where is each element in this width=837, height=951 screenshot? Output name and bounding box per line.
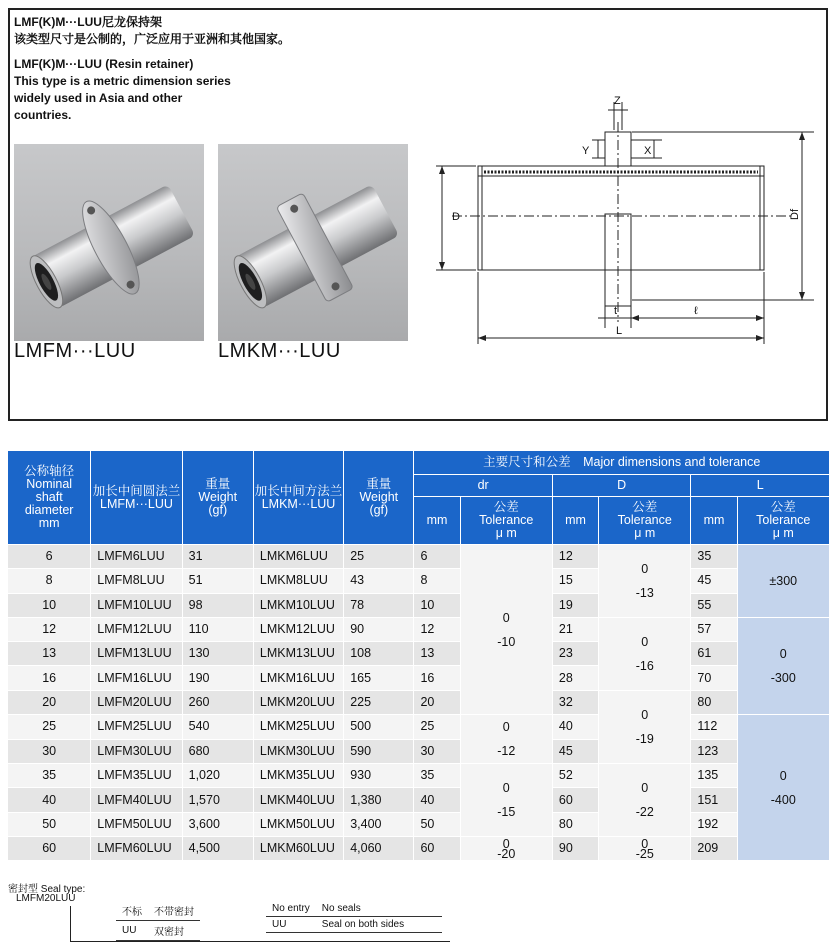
cell-lmfm: LMFM10LUU — [91, 593, 182, 617]
label-X: X — [644, 145, 652, 157]
cell-weight-lmkm: 590 — [344, 739, 414, 764]
cell-weight-lmkm: 4,060 — [344, 836, 414, 860]
label-D: D — [452, 211, 460, 223]
cell-D: 12 — [552, 545, 598, 569]
cell-weight-lmkm: 500 — [344, 715, 414, 740]
cell-weight-lmfm: 190 — [182, 666, 253, 690]
header-shaft: 公称轴径 Nominal shaft diameter mm — [8, 451, 91, 545]
cell-lmfm: LMFM60LUU — [91, 836, 182, 860]
seal-bracket-vertical — [70, 906, 71, 942]
label-L: L — [616, 325, 623, 337]
cell-weight-lmfm: 680 — [182, 739, 253, 764]
label-Df: Df — [789, 209, 801, 220]
cell-L: 151 — [691, 788, 737, 812]
cell-weight-lmkm: 165 — [344, 666, 414, 690]
table-row — [8, 617, 830, 641]
cell-weight-lmkm: 225 — [344, 690, 414, 714]
intro-desc-en-2: widely used in Asia and other — [14, 91, 183, 105]
cell-lmkm: LMKM60LUU — [253, 836, 343, 860]
tol-dr-group-2: 0 -12 — [460, 715, 552, 764]
cell-lmfm: LMFM35LUU — [91, 764, 182, 788]
seal-cn-desc: 不带密封 — [148, 901, 200, 921]
seal-en-code: No entry — [266, 901, 316, 917]
cell-dr: 35 — [414, 764, 460, 788]
cell-shaft: 10 — [8, 593, 91, 617]
cell-lmkm: LMKM30LUU — [253, 739, 343, 764]
cell-lmfm: LMFM30LUU — [91, 739, 182, 764]
tol-L-group-2: 0 -300 — [737, 617, 829, 714]
cell-shaft: 6 — [8, 545, 91, 569]
cell-L: 112 — [691, 715, 737, 740]
cell-dr: 13 — [414, 642, 460, 666]
cell-lmfm: LMFM40LUU — [91, 788, 182, 812]
cell-weight-lmkm: 25 — [344, 545, 414, 569]
intro-desc-en-3: countries. — [14, 108, 72, 122]
cell-weight-lmkm: 1,380 — [344, 788, 414, 812]
tol-dr-group-4: 0 -20 — [460, 836, 552, 860]
tol-D-group-2: 0 -16 — [599, 617, 691, 690]
tol-D-group-1: 0 -13 — [599, 545, 691, 618]
intro-desc-en-1: This type is a metric dimension series — [14, 74, 231, 88]
lmkm-product-photo — [218, 144, 408, 341]
tol-L-group-3: 0 -400 — [737, 715, 829, 861]
cell-D: 19 — [552, 593, 598, 617]
lmkm-caption: LMKM···LUU — [218, 340, 341, 362]
cell-D: 45 — [552, 739, 598, 764]
cell-L: 55 — [691, 593, 737, 617]
tol-L-group-1: ±300 — [737, 545, 829, 618]
cell-D: 90 — [552, 836, 598, 860]
header-dr-mm: mm — [414, 497, 460, 545]
table-row — [8, 593, 830, 617]
seal-table-cn — [116, 901, 200, 941]
table-row — [8, 569, 830, 593]
table-row — [8, 739, 830, 764]
cell-weight-lmfm: 540 — [182, 715, 253, 740]
seal-bracket-horizontal — [70, 941, 450, 942]
cell-shaft: 13 — [8, 642, 91, 666]
cell-D: 21 — [552, 617, 598, 641]
cell-weight-lmkm: 78 — [344, 593, 414, 617]
header-L-mm: mm — [691, 497, 737, 545]
cell-lmkm: LMKM10LUU — [253, 593, 343, 617]
cell-lmkm: LMKM12LUU — [253, 617, 343, 641]
cell-L: 123 — [691, 739, 737, 764]
cell-weight-lmkm: 43 — [344, 569, 414, 593]
table-row — [8, 690, 830, 714]
cell-D: 40 — [552, 715, 598, 740]
cell-lmfm: LMFM8LUU — [91, 569, 182, 593]
cell-dr: 60 — [414, 836, 460, 860]
cell-weight-lmkm: 90 — [344, 617, 414, 641]
header-dr: dr — [414, 475, 552, 497]
cell-weight-lmfm: 1,020 — [182, 764, 253, 788]
cell-L: 192 — [691, 812, 737, 836]
cell-shaft: 8 — [8, 569, 91, 593]
cell-lmkm: LMKM35LUU — [253, 764, 343, 788]
seal-part-example: LMFM20LUU — [16, 893, 76, 904]
table-row — [8, 666, 830, 690]
cell-lmfm: LMFM16LUU — [91, 666, 182, 690]
cell-weight-lmkm: 930 — [344, 764, 414, 788]
tol-dr-group-1: 0 -10 — [460, 545, 552, 715]
header-dr-tolerance: 公差 Tolerance μ m — [460, 497, 552, 545]
cell-L: 35 — [691, 545, 737, 569]
cell-weight-lmfm: 51 — [182, 569, 253, 593]
cell-lmkm: LMKM50LUU — [253, 812, 343, 836]
cell-shaft: 40 — [8, 788, 91, 812]
table-row — [8, 715, 830, 740]
cell-shaft: 16 — [8, 666, 91, 690]
cell-weight-lmfm: 1,570 — [182, 788, 253, 812]
cell-L: 45 — [691, 569, 737, 593]
cell-shaft: 60 — [8, 836, 91, 860]
header-weight-lmkm: 重量 Weight (gf) — [344, 451, 414, 545]
cell-dr: 16 — [414, 666, 460, 690]
header-L: L — [691, 475, 830, 497]
cell-lmkm: LMKM8LUU — [253, 569, 343, 593]
cell-lmkm: LMKM6LUU — [253, 545, 343, 569]
tol-D-group-5: 0 -25 — [599, 836, 691, 860]
cell-lmfm: LMFM20LUU — [91, 690, 182, 714]
cell-dr: 6 — [414, 545, 460, 569]
cell-lmkm: LMKM25LUU — [253, 715, 343, 740]
cell-weight-lmfm: 110 — [182, 617, 253, 641]
header-L-tolerance: 公差 Tolerance μ m — [737, 497, 829, 545]
cell-D: 28 — [552, 666, 598, 690]
cell-L: 61 — [691, 642, 737, 666]
header-weight-lmfm: 重量 Weight (gf) — [182, 451, 253, 545]
cell-lmkm: LMKM16LUU — [253, 666, 343, 690]
cell-lmfm: LMFM6LUU — [91, 545, 182, 569]
cell-D: 60 — [552, 788, 598, 812]
tol-D-group-3: 0 -19 — [599, 690, 691, 763]
seal-title: 密封型 Seal type: — [8, 884, 86, 895]
cell-dr: 30 — [414, 739, 460, 764]
cell-D: 23 — [552, 642, 598, 666]
cell-weight-lmfm: 130 — [182, 642, 253, 666]
lmfm-caption: LMFM···LUU — [14, 340, 136, 362]
cell-weight-lmfm: 4,500 — [182, 836, 253, 860]
cell-shaft: 12 — [8, 617, 91, 641]
cell-dr: 12 — [414, 617, 460, 641]
cell-lmkm: LMKM13LUU — [253, 642, 343, 666]
cell-weight-lmkm: 3,400 — [344, 812, 414, 836]
intro-title-cn: LMF(K)M···LUU尼龙保持架 — [14, 15, 162, 29]
cell-dr: 8 — [414, 569, 460, 593]
cell-D: 52 — [552, 764, 598, 788]
table-row — [8, 812, 830, 836]
cell-weight-lmfm: 98 — [182, 593, 253, 617]
cell-dr: 20 — [414, 690, 460, 714]
table-row — [8, 764, 830, 788]
header-lmkm: 加长中间方法兰 LMKM···LUU — [253, 451, 343, 545]
seal-cn-desc: 双密封 — [148, 921, 200, 941]
seal-en-desc: No seals — [316, 901, 442, 917]
cell-D: 80 — [552, 812, 598, 836]
lmfm-product-photo — [14, 144, 204, 341]
cell-weight-lmfm: 3,600 — [182, 812, 253, 836]
table-row — [8, 545, 830, 569]
label-t: t — [614, 305, 618, 317]
cell-shaft: 35 — [8, 764, 91, 788]
seal-en-desc: Seal on both sides — [316, 917, 442, 933]
seal-cn-code: UU — [116, 921, 148, 941]
cell-weight-lmfm: 260 — [182, 690, 253, 714]
cell-lmfm: LMFM13LUU — [91, 642, 182, 666]
cell-lmfm: LMFM50LUU — [91, 812, 182, 836]
header-D-tolerance: 公差 Tolerance μ m — [599, 497, 691, 545]
intro-desc-cn: 该类型尺寸是公制的，广泛应用于亚洲和其他国家。 — [14, 32, 291, 46]
cell-shaft: 20 — [8, 690, 91, 714]
header-D: D — [552, 475, 690, 497]
cell-lmkm: LMKM20LUU — [253, 690, 343, 714]
table-row — [8, 642, 830, 666]
seal-cn-code: 不标 — [116, 901, 148, 921]
label-Y: Y — [582, 145, 590, 157]
cell-L: 80 — [691, 690, 737, 714]
header-D-mm: mm — [552, 497, 598, 545]
cell-D: 32 — [552, 690, 598, 714]
tol-dr-group-3: 0 -15 — [460, 764, 552, 837]
cell-L: 70 — [691, 666, 737, 690]
intro-title-en: LMF(K)M···LUU (Resin retainer) — [14, 57, 194, 71]
cell-shaft: 50 — [8, 812, 91, 836]
cell-L: 57 — [691, 617, 737, 641]
cell-dr: 40 — [414, 788, 460, 812]
label-l: ℓ — [694, 305, 698, 317]
cell-lmkm: LMKM40LUU — [253, 788, 343, 812]
dimension-drawing — [422, 92, 817, 354]
cell-weight-lmkm: 108 — [344, 642, 414, 666]
cell-lmfm: LMFM25LUU — [91, 715, 182, 740]
dimensions-table — [7, 450, 830, 861]
table-row — [8, 788, 830, 812]
intro-text — [14, 14, 290, 124]
seal-en-code: UU — [266, 917, 316, 933]
cell-dr: 10 — [414, 593, 460, 617]
cell-L: 135 — [691, 764, 737, 788]
cell-lmfm: LMFM12LUU — [91, 617, 182, 641]
cell-dr: 25 — [414, 715, 460, 740]
cell-weight-lmfm: 31 — [182, 545, 253, 569]
cell-shaft: 25 — [8, 715, 91, 740]
cell-dr: 50 — [414, 812, 460, 836]
cell-L: 209 — [691, 836, 737, 860]
tol-D-group-4: 0 -22 — [599, 764, 691, 837]
table-row — [8, 836, 830, 860]
header-major-dimensions: 主要尺寸和公差 Major dimensions and tolerance — [414, 451, 830, 475]
header-lmfm: 加长中间圆法兰 LMFM···LUU — [91, 451, 182, 545]
cell-D: 15 — [552, 569, 598, 593]
label-Z: Z — [614, 95, 621, 107]
seal-table-en — [266, 901, 442, 933]
cell-shaft: 30 — [8, 739, 91, 764]
